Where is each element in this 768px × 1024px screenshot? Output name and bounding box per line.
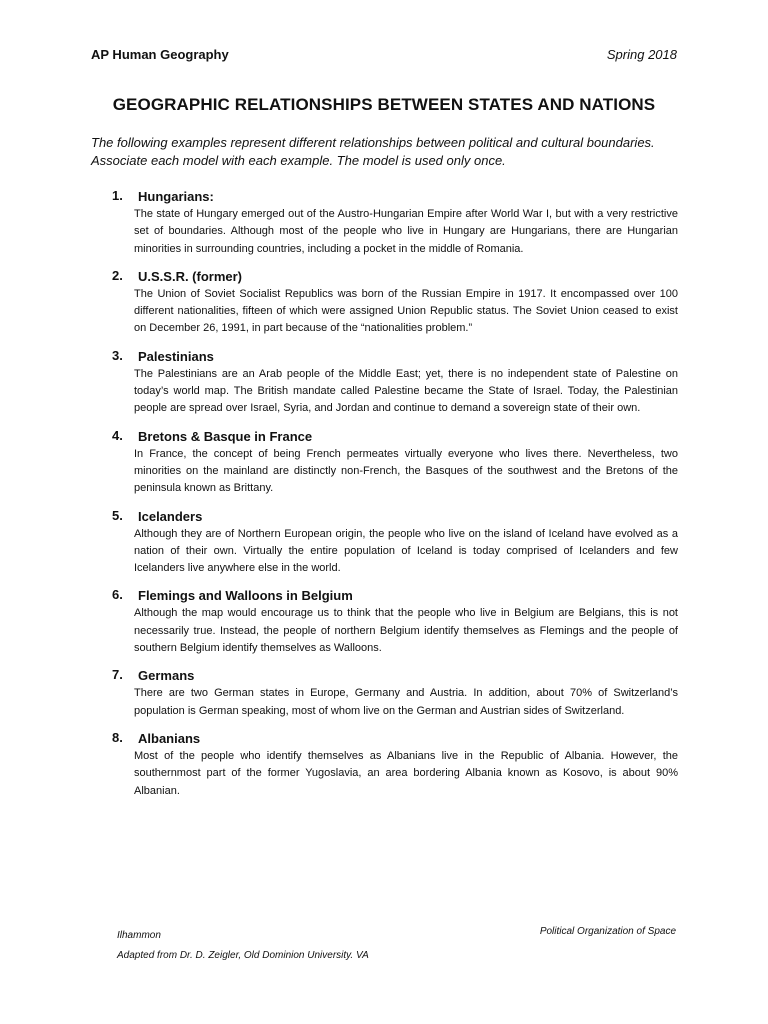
item-title: U.S.S.R. (former) bbox=[138, 268, 243, 284]
footer-unit: Political Organization of Space bbox=[539, 926, 676, 937]
item-title: Icelanders bbox=[138, 508, 203, 524]
item-body: Although the map would encourage us to think that the people who live in Belgium are Belgians, this is not necessarily true. Instead, the people of northern Belgium identify themselves as Flemings and the people of southern Belgium identify themselves as Walloons. bbox=[134, 607, 678, 655]
list-item bbox=[112, 667, 678, 720]
page-title: GEOGRAPHIC RELATIONSHIPS BETWEEN STATES AND NATIONS bbox=[112, 95, 656, 114]
list-item bbox=[112, 730, 678, 800]
list-item bbox=[112, 428, 678, 498]
course-name: AP Human Geography bbox=[91, 47, 229, 62]
item-number: 6. bbox=[112, 587, 123, 603]
list-item bbox=[112, 268, 678, 338]
item-number: 3. bbox=[112, 347, 123, 363]
item-number: 2. bbox=[112, 267, 123, 283]
item-body: Most of the people who identify themselves as Albanians live in the Republic of Albania. However, the southernmost part of the former Yugoslavia, an area bordering Albania known as Kosovo, is about 90% Albanian. bbox=[134, 749, 678, 797]
item-body: The state of Hungary emerged out of the Austro-Hungarian Empire after World War I, but with a very restrictive set of boundaries. Although most of the people who live in Hungary are Hungarians, there are Hungarian minorities in surrounding countries, including a pocket in the middle of Romania. bbox=[134, 208, 678, 255]
item-title: Albanians bbox=[138, 730, 201, 746]
term-label: Spring 2018 bbox=[606, 47, 677, 62]
item-body: In France, the concept of being French permeates virtually everyone who lives there. Nevertheless, two minorities on the mainland are distinctly non-French, the Basques of the southwest and the Bretons of the peninsula known as Brittany. bbox=[134, 447, 678, 495]
list-item bbox=[112, 348, 678, 418]
list-item bbox=[112, 508, 678, 578]
item-number: 1. bbox=[112, 188, 123, 203]
item-body: There are two German states in Europe, Germany and Austria. In addition, about 70% of Switzerland’s population is German speaking, most of whom live on the German and Austrian sides of Switzerland. bbox=[134, 687, 678, 717]
item-number: 8. bbox=[112, 729, 123, 745]
item-number: 4. bbox=[112, 427, 123, 443]
item-title: Bretons & Basque in France bbox=[138, 428, 313, 444]
footer-source: Adapted from Dr. D. Zeigler, Old Dominion University. VA bbox=[117, 950, 369, 961]
list-item bbox=[112, 188, 678, 258]
list-item bbox=[112, 587, 678, 657]
item-body: Although they are of Northern European origin, the people who live on the island of Iceland have evolved as a nation of their own. Virtually the entire population of Iceland is today comprised of Icelanders and few Icelanders live anywhere else in the world. bbox=[134, 527, 678, 575]
examples-list bbox=[112, 188, 678, 810]
item-title: Palestinians bbox=[138, 348, 214, 364]
footer-credits bbox=[117, 926, 369, 966]
item-number: 7. bbox=[112, 667, 123, 683]
item-title: Hungarians: bbox=[138, 189, 214, 204]
intro-text: The following examples represent different relationships between political and cultural boundaries. Associate each model with each example. The model is used only once. bbox=[91, 135, 655, 168]
item-title: Flemings and Walloons in Belgium bbox=[138, 588, 353, 604]
footer-author: Ilhammon bbox=[117, 930, 161, 941]
item-number: 5. bbox=[112, 507, 123, 523]
item-body: The Palestinians are an Arab people of the Middle East; yet, there is no independent state of Palestine on today’s world map. The British mandate called Palestine became the State of Israel. Today, the Palestinian people are spread over Israel, Syria, and Jordan and continue to demand a sovereign state of their own. bbox=[134, 367, 678, 415]
item-body: The Union of Soviet Socialist Republics was born of the Russian Empire in 1917. It encompassed over 100 different nationalities, fifteen of which were assigned Union Republic status. The Soviet Union ceased to exist on December 26, 1991, in part because of the “nationalities problem.” bbox=[134, 287, 678, 335]
item-title: Germans bbox=[138, 668, 195, 684]
